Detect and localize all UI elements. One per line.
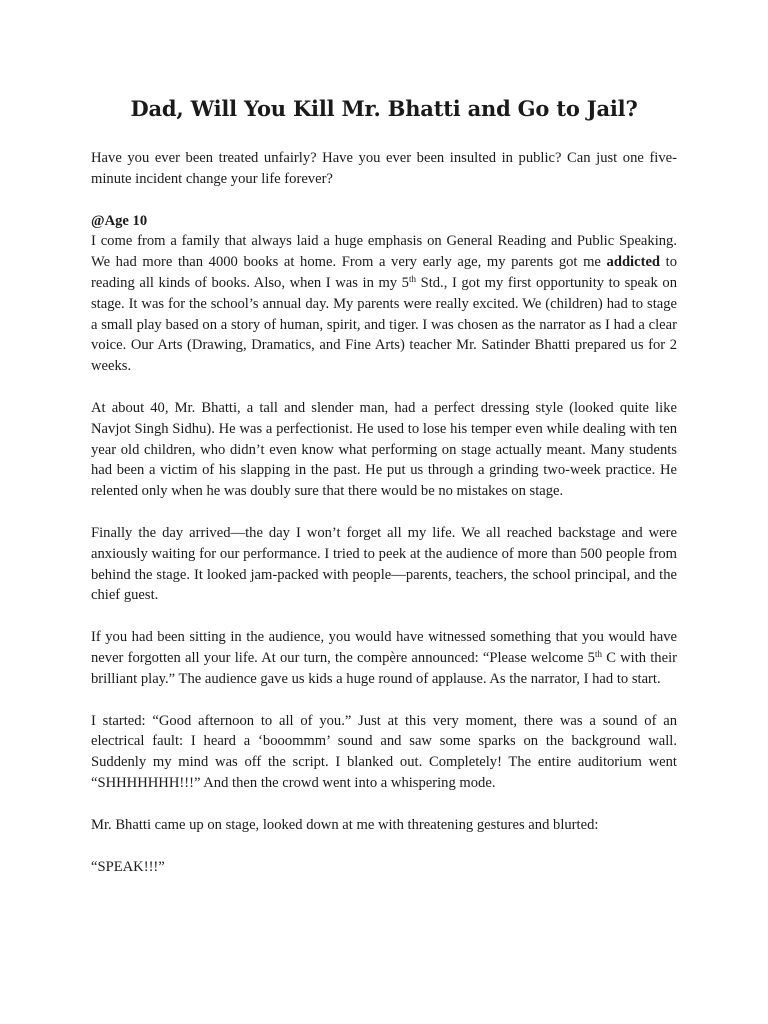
document-title: Dad, Will You Kill Mr. Bhatti and Go to Jail? [130, 96, 638, 121]
section-heading: @Age 10 [91, 212, 148, 229]
paragraph-1-part-a: I come from a family that always laid a huge emphasis on General Reading and Public Speaking. We had more than 4000 books at home. From a very early age, my parents got me [91, 233, 677, 271]
document-body [91, 148, 677, 898]
paragraph-1-part-b: to reading all kinds of books. Also, when I was in my 5 [91, 254, 677, 291]
paragraph-4-part-a: If you had been sitting in the audience, you would have witnessed something that you would have never forgotten all your life. At our turn, the compère announced: “Please welcome 5 [91, 629, 677, 666]
paragraph-3: Finally the day arrived—the day I won’t forget all my life. We all reached backstage and were anxiously waiting for our performance. I tried to peek at the audience of more than 500 people from behind the stage. It looked jam-packed with people—parents, teachers, the school principal, and the chief guest. [91, 524, 677, 604]
paragraph-1-part-c: Std., I got my first opportunity to speak on stage. It was for the school’s annual day. My parents were really excited. We (children) had to stage a small play based on a story of human, spirit, and tiger. I was chosen as the narrator as I had a clear voice. Our Arts (Drawing, Dramatics, and Fine Arts) teacher Mr. Satinder Bhatti prepared us for 2 weeks. [91, 274, 677, 375]
addicted-emphasis: addicted [606, 254, 661, 271]
ordinal-superscript: th [408, 273, 416, 284]
paragraph-4 [91, 627, 677, 689]
paragraph-4-part-b: C with their brilliant play.” The audience gave us kids a huge round of applause. As the narrator, I had to start. [91, 649, 677, 687]
paragraph-1 [91, 231, 677, 377]
paragraph-2: At about 40, Mr. Bhatti, a tall and slender man, had a perfect dressing style (looked quite like Navjot Singh Sidhu). He was a perfectionist. He used to lose his temper even while dealing with ten year old children, who didn’t even know what performing on stage actually meant. Many students had been a victim of his slapping in the past. He put us through a grinding two-week practice. He relented only when he was doubly sure that there would be no mistakes on stage. [91, 399, 677, 500]
paragraph-5: I started: “Good afternoon to all of you.” Just at this very moment, there was a sound of an electrical fault: I heard a ‘booommm’ sound and saw some sparks on the background wall. Suddenly my mind was off the script. I blanked out. Completely! The entire auditorium went “SHHHHHHH!!!” And then the crowd went into a whispering mode. [91, 712, 677, 791]
paragraph-6: Mr. Bhatti came up on stage, looked down at me with threatening gestures and blurted: [91, 816, 599, 833]
ordinal-superscript: th [594, 648, 602, 659]
paragraph-7: “SPEAK!!!” [91, 858, 165, 875]
intro-paragraph: Have you ever been treated unfairly? Have you ever been insulted in public? Can just one five-minute incident change your life forever? [91, 150, 677, 187]
